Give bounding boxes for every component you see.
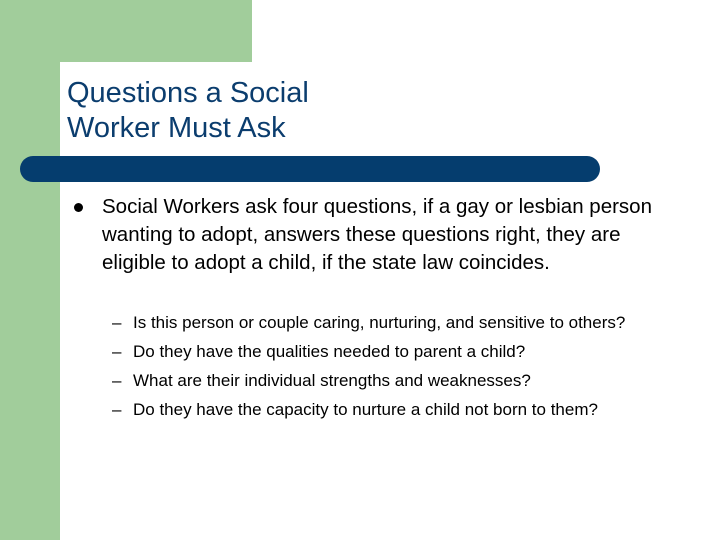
sub-bullet-item — [112, 340, 672, 364]
dash-bullet-icon: – — [112, 400, 122, 419]
sub-bullet-item — [112, 369, 672, 393]
sub-bullet-item — [112, 311, 672, 335]
sub-bullet-text: Is this person or couple caring, nurturing, and sensitive to others? — [133, 313, 626, 332]
sub-bullet-text: Do they have the capacity to nurture a child not born to them? — [133, 400, 598, 419]
sub-bullet-text: What are their individual strengths and weaknesses? — [133, 371, 531, 390]
sub-bullet-item — [112, 398, 672, 422]
title-divider-bar — [20, 156, 600, 182]
slide-title: Questions a Social Worker Must Ask — [67, 77, 309, 144]
dash-bullet-icon: – — [112, 371, 122, 390]
main-bullet-text: Social Workers ask four questions, if a gay or lesbian person wanting to adopt, answers these questions right, they are eligible to adopt a child, if the state law coincides. — [102, 195, 652, 274]
dash-bullet-icon: – — [112, 313, 122, 332]
side-accent-bar — [0, 0, 60, 540]
dash-bullet-icon: – — [112, 342, 122, 361]
sub-bullet-text: Do they have the qualities needed to parent a child? — [133, 342, 526, 361]
sub-bullet-list — [112, 311, 672, 427]
bullet-dot-icon — [74, 203, 83, 212]
